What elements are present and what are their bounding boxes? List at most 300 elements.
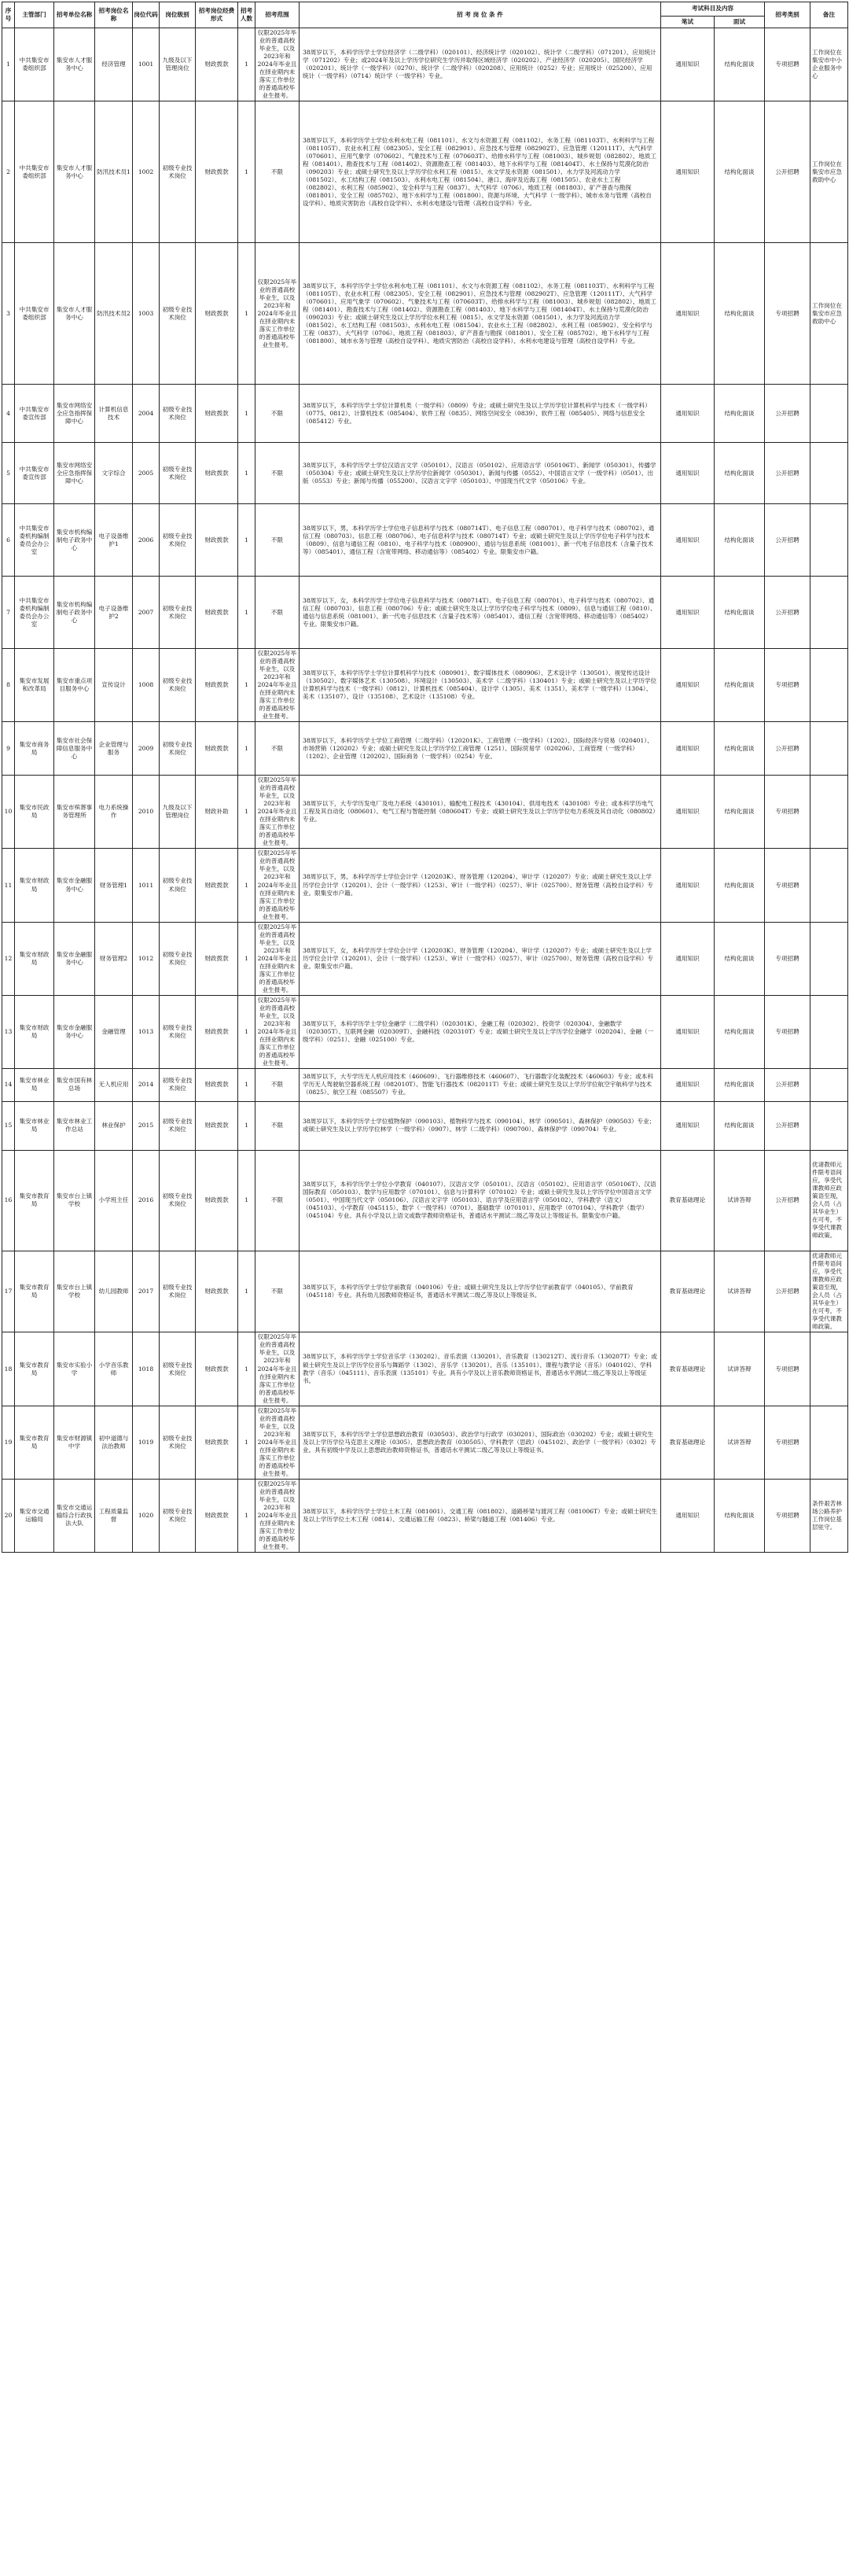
recruitment-table <box>2 2 848 1553</box>
row-conditions: 38周岁以下，本科学历学士学位计算机科学与技术（080901）、数字媒体技术（080906）、艺术设计学（130501）、视觉传达设计（130502）、数字媒体艺术（130508）、环境设计（130503）、美术学（二级学科）（130401）专业；或硕士研究生及以上学历学位计算机科学与技术（一级学科）（0812）、计算机技术（085404）、设计学（1305）、美术（1351）、美术学（一级学科）（1304）、美术（135107）、设计（135108）、艺术设计（135108）专业。 <box>300 649 661 722</box>
row-scope: 仅限2025年毕业的普通高校毕业生，以及2023年和2024年毕业且在择业期内未落实工作单位的普通高校毕业生报考。 <box>255 922 300 995</box>
row-level: 初级专业技术岗位 <box>160 722 196 776</box>
row-dept: 集安市教育局 <box>15 1251 54 1332</box>
row-count: 1 <box>238 1332 255 1406</box>
row-category: 专项招聘 <box>765 995 810 1068</box>
row-dept: 中共集安市委宣传部 <box>15 385 54 443</box>
row-remark <box>810 776 848 849</box>
row-category: 公开招聘 <box>765 722 810 776</box>
row-conditions: 38周岁以下，女，本科学历学士学位电子信息科学与技术（080714T）、电子信息工程（080701）、电子科学与技术（080702）、通信工程（080703）、信息工程（080706）专业；或硕士研究生及以上学历学位电子科学与技术（0809）、信息与通信工程（0810）、通信与信息系统（081001）、新一代电子信息技术（含量子技术等）（085401）、通信工程（含宽带网络、移动通信等）（085402）专业。限集安市户籍。 <box>300 577 661 649</box>
row-unit: 集安市网络安全应急指挥保障中心 <box>54 385 95 443</box>
row-funding: 财政拨款 <box>196 577 238 649</box>
row-conditions: 38周岁以下，本科学历学士学位金融学（二级学科）（020301K）、金融工程（020302）、投资学（020304）、金融数学（020305T）、互联网金融（020309T）、金融科技（020310T）专业；或硕士研究生及以上学历学位金融学（020204）、金融（一级学科）（0251）、金融（025100）专业。 <box>300 995 661 1068</box>
row-dept: 集安市教育局 <box>15 1150 54 1251</box>
header-interview: 面试 <box>715 17 765 28</box>
row-post-name: 宣传设计 <box>95 649 133 722</box>
row-count: 1 <box>238 1068 255 1101</box>
row-post-code: 1001 <box>133 28 160 101</box>
row-count: 1 <box>238 1480 255 1553</box>
row-written-exam: 通用知识 <box>661 922 715 995</box>
row-post-code: 2010 <box>133 776 160 849</box>
row-level: 初级专业技术岗位 <box>160 1251 196 1332</box>
row-written-exam: 通用知识 <box>661 1068 715 1101</box>
row-dept: 中共集安市委宣传部 <box>15 443 54 504</box>
row-index: 17 <box>2 1251 15 1332</box>
header-post-name: 招考岗位名称 <box>95 2 133 28</box>
table-row <box>2 722 848 776</box>
row-dept: 中共集安市委组织部 <box>15 28 54 101</box>
row-unit: 集安市机构编制电子政务中心 <box>54 577 95 649</box>
table-row <box>2 1101 848 1150</box>
row-remark <box>810 849 848 922</box>
row-level: 初级专业技术岗位 <box>160 443 196 504</box>
row-scope: 不限 <box>255 504 300 577</box>
row-interview: 结构化面谈 <box>715 28 765 101</box>
row-unit: 集安市金融服务中心 <box>54 922 95 995</box>
row-funding: 财政拨款 <box>196 28 238 101</box>
row-dept: 集安市交通运输局 <box>15 1480 54 1553</box>
row-index: 18 <box>2 1332 15 1406</box>
row-conditions: 38周岁以下，本科学历学士学位植物保护（090103）、植物科学与技术（090104）、林学（090501）、森林保护（090503）专业；或硕士研究生及以上学历学位林学（一级学科）（0907）、林学（二级学科）（090700）、森林保护学（090704）专业。 <box>300 1101 661 1150</box>
row-level: 九级及以下管理岗位 <box>160 28 196 101</box>
row-post-code: 1020 <box>133 1480 160 1553</box>
table-body <box>2 28 848 1553</box>
row-funding: 财政拨款 <box>196 101 238 243</box>
row-count: 1 <box>238 1251 255 1332</box>
table-row <box>2 1068 848 1101</box>
row-level: 初级专业技术岗位 <box>160 649 196 722</box>
row-conditions: 38周岁以下，本科学历学士学位水利水电工程（081101）、水文与水资源工程（081102）、水务工程（081103T）、水利科学与工程（081105T）、农业水利工程（082305）、安全工程（082901）、应急技术与管理（082902T）、应急管理（120111T）、大气科学（070601）、应用气象学（070602）、气象技术与工程（070603T）、给排水科学与工程（081003）、城乡规划（082802）、地质工程（081401）、勘查技术与工程（081402）、资源勘查工程（081403）、地下水科学与工程（081404T）、水土保持与荒漠化防治（090203）专业；或硕士研究生及以上学历学位水利工程（0815）、水文学及水资源（081501）、水力学及河流动力学（081502）、水工结构工程（081503）、水利水电工程（081504）、农业水土工程（082802）、水利工程（085902）、安全科学与工程（0837）、大气科学（0706）、地质工程（081803）、矿产普查与勘探（081801）、安全工程（085702）、地下水科学与工程（081800）、城市水务与管理（高校自设学科）、地质灾害防治（高校自设学科）、水利水电建设与管理（高校自设学科）专业。 <box>300 243 661 385</box>
row-post-code: 1019 <box>133 1406 160 1480</box>
row-level: 初级专业技术岗位 <box>160 385 196 443</box>
row-level: 初级专业技术岗位 <box>160 1480 196 1553</box>
row-level: 初级专业技术岗位 <box>160 995 196 1068</box>
row-funding: 财政拨款 <box>196 649 238 722</box>
table-row <box>2 922 848 995</box>
row-remark <box>810 922 848 995</box>
row-category: 专项招聘 <box>765 1406 810 1480</box>
row-post-name: 防汛技术员2 <box>95 243 133 385</box>
row-post-code: 1003 <box>133 243 160 385</box>
row-conditions: 38周岁以下，本科学历学士学位经济学（二级学科）（020101）、经济统计学（020102）、统计学（二级学科）（071201）、应用统计学（071202）专业；或2024年及以上学历学位研究生学历并取得区域经济学（020202）、产业经济学（020205）、国民经济学（020201）、统计学（一级学科）（0270）、统计学（二级学科）（020208）、应用统计（0252）专业；应用统计（025200）、应用统计（一级学科）（0714）统计学（一级学科）专业。 <box>300 28 661 101</box>
row-unit: 集安市人才服务中心 <box>54 101 95 243</box>
row-count: 1 <box>238 649 255 722</box>
header-conditions: 招 考 岗 位 条 件 <box>300 2 661 28</box>
header-unit: 招考单位名称 <box>54 2 95 28</box>
row-scope: 不限 <box>255 101 300 243</box>
row-funding: 财政拨款 <box>196 1101 238 1150</box>
row-count: 1 <box>238 995 255 1068</box>
row-interview: 结构化面谈 <box>715 995 765 1068</box>
row-count: 1 <box>238 577 255 649</box>
row-remark <box>810 649 848 722</box>
row-scope: 仅限2025年毕业的普通高校毕业生，以及2023年和2024年毕业且在择业期内未落实工作单位的普通高校毕业生报考。 <box>255 1406 300 1480</box>
row-interview: 结构化面谈 <box>715 243 765 385</box>
row-unit: 集安市金融服务中心 <box>54 995 95 1068</box>
row-funding: 财政拨款 <box>196 1068 238 1101</box>
row-post-name: 金融管理 <box>95 995 133 1068</box>
row-conditions: 38周岁以下，本科学历学士学位汉语言文学（050101）、汉语言（050102）、应用语言学（050106T）、新闻学（050301）、传播学（050304）专业；或硕士研究生及以上学历学位新闻学（050301）、新闻与传播（0552）、中国语言文学（一级学科）（0501）、出版（0553）专业；新闻与传播（055200）、汉语言文字学（050103）、中国现当代文学（050106）专业。 <box>300 443 661 504</box>
row-count: 1 <box>238 922 255 995</box>
row-interview: 结构化面谈 <box>715 849 765 922</box>
row-interview: 结构化面谈 <box>715 1480 765 1553</box>
row-level: 初级专业技术岗位 <box>160 1101 196 1150</box>
row-scope: 不限 <box>255 1150 300 1251</box>
row-post-name: 小学班主任 <box>95 1150 133 1251</box>
row-post-code: 2016 <box>133 1150 160 1251</box>
row-interview: 结构化面谈 <box>715 776 765 849</box>
row-index: 16 <box>2 1150 15 1251</box>
row-category: 公开招聘 <box>765 101 810 243</box>
row-dept: 集安市发展和改革局 <box>15 649 54 722</box>
row-scope: 不限 <box>255 1101 300 1150</box>
table-row <box>2 101 848 243</box>
row-category: 专项招聘 <box>765 1332 810 1406</box>
row-unit: 集安市财源镇中学 <box>54 1406 95 1480</box>
row-unit: 集安市国有林总场 <box>54 1068 95 1101</box>
row-written-exam: 教育基础理论 <box>661 1150 715 1251</box>
row-category: 公开招聘 <box>765 1251 810 1332</box>
row-post-code: 1011 <box>133 849 160 922</box>
row-conditions: 38周岁以下，本科学历学士学位学前教育（040106）专业；或硕士研究生及以上学历学位学前教育学（040105）、学前教育（045118）专业。具有幼儿园教师资格证书，普通话水平测试二级乙等及以上等级证书。 <box>300 1251 661 1332</box>
row-post-name: 小学音乐教师 <box>95 1332 133 1406</box>
row-remark: 工作岗位在集安市应急救助中心 <box>810 101 848 243</box>
row-post-name: 电子设备维护1 <box>95 504 133 577</box>
row-post-name: 林业保护 <box>95 1101 133 1150</box>
row-written-exam: 教育基础理论 <box>661 1251 715 1332</box>
row-conditions: 38周岁以下，男，本科学历学士学位会计学（120203K）、财务管理（120204）、审计学（120207）专业；或硕士研究生及以上学历学位会计学（120201）、会计（一级学科）（1253）、审计（一级学科）（0257）、审计（025700）、财务管理（高校自设学科）专业。限集安市户籍。 <box>300 849 661 922</box>
row-conditions: 38周岁以下，女，本科学历学士学位会计学（120203K）、财务管理（120204）、审计学（120207）专业；或硕士研究生及以上学历学位会计学（120201）、会计（一级学科）（1253）、审计（一级学科）（0257）、审计（025700）、财务管理（高校自设学科）专业。限集安市户籍。 <box>300 922 661 995</box>
row-dept: 集安市林业局 <box>15 1068 54 1101</box>
row-funding: 财政拨款 <box>196 722 238 776</box>
row-post-name: 企业管理与服务 <box>95 722 133 776</box>
row-conditions: 38周岁以下，本科学历学士学位计算机类（一级学科）（0809）专业；或硕士研究生及以上学历学位计算机科学与技术（一级学科）（0775、0812）、计算机技术（085404）、软件工程（0835）、网络空间安全（0839）、软件工程（085405）、网络与信息安全（085412）专业。 <box>300 385 661 443</box>
table-row <box>2 1251 848 1332</box>
row-level: 初级专业技术岗位 <box>160 1406 196 1480</box>
row-post-code: 2006 <box>133 504 160 577</box>
row-interview: 结构化面谈 <box>715 922 765 995</box>
row-post-code: 2009 <box>133 722 160 776</box>
row-post-name: 电力系统操作 <box>95 776 133 849</box>
row-post-code: 2005 <box>133 443 160 504</box>
row-interview: 结构化面谈 <box>715 101 765 243</box>
header-count: 招考人数 <box>238 2 255 28</box>
row-post-code: 2015 <box>133 1101 160 1150</box>
row-dept: 集安市教育局 <box>15 1332 54 1406</box>
row-count: 1 <box>238 443 255 504</box>
row-count: 1 <box>238 504 255 577</box>
row-post-name: 无人机应用 <box>95 1068 133 1101</box>
row-index: 6 <box>2 504 15 577</box>
row-funding: 财政拨款 <box>196 849 238 922</box>
row-count: 1 <box>238 722 255 776</box>
row-dept: 中共集安市委组织部 <box>15 101 54 243</box>
row-unit: 集安市金融服务中心 <box>54 849 95 922</box>
table-row <box>2 995 848 1068</box>
row-index: 19 <box>2 1406 15 1480</box>
row-unit: 集安市网络安全应急指挥保障中心 <box>54 443 95 504</box>
row-count: 1 <box>238 385 255 443</box>
row-written-exam: 通用知识 <box>661 1101 715 1150</box>
row-category: 专项招聘 <box>765 849 810 922</box>
row-funding: 财政拨款 <box>196 243 238 385</box>
row-interview: 试讲答辩 <box>715 1332 765 1406</box>
header-scope: 招考范围 <box>255 2 300 28</box>
row-written-exam: 通用知识 <box>661 995 715 1068</box>
row-scope: 仅限2025年毕业的普通高校毕业生，以及2023年和2024年毕业且在择业期内未落实工作单位的普通高校毕业生报考。 <box>255 1332 300 1406</box>
row-index: 4 <box>2 385 15 443</box>
row-post-name: 财务管理2 <box>95 922 133 995</box>
row-index: 20 <box>2 1480 15 1553</box>
table-row <box>2 28 848 101</box>
row-written-exam: 通用知识 <box>661 577 715 649</box>
row-post-code: 1002 <box>133 101 160 243</box>
table-row <box>2 243 848 385</box>
recruitment-table-sheet <box>2 2 847 1553</box>
row-post-name: 幼儿园教师 <box>95 1251 133 1332</box>
row-category: 公开招聘 <box>765 504 810 577</box>
row-unit: 集安市台上镇学校 <box>54 1150 95 1251</box>
row-category: 专项招聘 <box>765 1480 810 1553</box>
row-index: 9 <box>2 722 15 776</box>
table-row <box>2 849 848 922</box>
row-conditions: 38周岁以下，本科学历学士学位工商管理（二级学科）（120201K）、工商管理（一级学科）（1202）、国际经济与贸易（020401）、市场营销（120202）专业；或硕士研究生及以上学历学位工商管理（1251）、国际贸易学（020206）、工商管理（一级学科）（1202）、企业管理（120202）、国际商务（一级学科）（0254）专业。 <box>300 722 661 776</box>
row-written-exam: 通用知识 <box>661 504 715 577</box>
row-level: 初级专业技术岗位 <box>160 1332 196 1406</box>
row-level: 初级专业技术岗位 <box>160 101 196 243</box>
row-category: 公开招聘 <box>765 385 810 443</box>
row-written-exam: 通用知识 <box>661 443 715 504</box>
row-dept: 集安市财政局 <box>15 995 54 1068</box>
row-remark <box>810 577 848 649</box>
row-funding: 财政拨款 <box>196 385 238 443</box>
row-scope: 不限 <box>255 722 300 776</box>
row-level: 初级专业技术岗位 <box>160 504 196 577</box>
row-conditions: 38周岁以下，本科学历学士学位土木工程（081001）、交通工程（081802）、道路桥梁与渡河工程（081006T）专业；或硕士研究生及以上学历学位土木工程（0814）、交通运输工程（0823）、桥梁与隧道工程（081406）专业。 <box>300 1480 661 1553</box>
row-post-code: 2014 <box>133 1068 160 1101</box>
header-exam-group: 考试科目及内容 <box>661 2 765 17</box>
row-written-exam: 通用知识 <box>661 649 715 722</box>
row-funding: 财政拨款 <box>196 1332 238 1406</box>
row-written-exam: 通用知识 <box>661 28 715 101</box>
row-post-code: 2017 <box>133 1251 160 1332</box>
header-remark: 备注 <box>810 2 848 28</box>
row-unit: 集安市台上镇学校 <box>54 1251 95 1332</box>
table-row <box>2 577 848 649</box>
row-post-name: 经济管理 <box>95 28 133 101</box>
table-row <box>2 776 848 849</box>
row-count: 1 <box>238 1101 255 1150</box>
row-count: 1 <box>238 1150 255 1251</box>
row-count: 1 <box>238 776 255 849</box>
row-scope: 仅限2025年毕业的普通高校毕业生，以及2023年和2024年毕业且在择业期内未落实工作单位的普通高校毕业生报考。 <box>255 1480 300 1553</box>
row-unit: 集安市社会保障信息服务中心 <box>54 722 95 776</box>
row-dept: 中共集安市委机构编制委员会办公室 <box>15 577 54 649</box>
table-row <box>2 443 848 504</box>
row-index: 3 <box>2 243 15 385</box>
row-dept: 集安市林业局 <box>15 1101 54 1150</box>
table-row <box>2 1150 848 1251</box>
row-count: 1 <box>238 28 255 101</box>
row-category: 专项招聘 <box>765 649 810 722</box>
row-funding: 财政拨款 <box>196 922 238 995</box>
row-interview: 结构化面谈 <box>715 1101 765 1150</box>
header-category: 招考类别 <box>765 2 810 28</box>
row-index: 13 <box>2 995 15 1068</box>
row-remark <box>810 722 848 776</box>
table-header <box>2 2 848 28</box>
row-dept: 中共集安市委组织部 <box>15 243 54 385</box>
header-funding: 招考岗位经费形式 <box>196 2 238 28</box>
row-post-name: 文字综合 <box>95 443 133 504</box>
row-category: 公开招聘 <box>765 1101 810 1150</box>
row-remark <box>810 995 848 1068</box>
row-scope: 不限 <box>255 1251 300 1332</box>
row-interview: 结构化面谈 <box>715 385 765 443</box>
row-interview: 结构化面谈 <box>715 577 765 649</box>
row-interview: 结构化面谈 <box>715 722 765 776</box>
row-interview: 结构化面谈 <box>715 504 765 577</box>
row-scope: 仅限2025年毕业的普通高校毕业生，以及2023年和2024年毕业且在择业期内未落实工作单位的普通高校毕业生报考。 <box>255 849 300 922</box>
row-interview: 结构化面谈 <box>715 443 765 504</box>
header-dept: 主管部门 <box>15 2 54 28</box>
row-post-name: 电子设备维护2 <box>95 577 133 649</box>
row-dept: 集安市财政局 <box>15 922 54 995</box>
row-conditions: 38周岁以下，本科学历学士学位小学教育（040107）、汉语言文学（050101）、汉语言（050102）、应用语言学（050106T）、汉语国际教育（050103）、数学与应用数学（070101）、信息与计算科学（070102）专业；或硕士研究生及以上学历学位中国语言文学（0501）、中国现当代文学（050106）、汉语言文字学（050103）、语言学及应用语言学（050102）、学科教学（语文）（045103）、小学教育（045115）、数学（一级学科）（0701）、基础数学（070101）、应用数学（070104）、学科教学（数学）（045104）专业。具有小学及以上语文或数学教师资格证书，普通话水平测试二级乙等及以上等级证书。限集安市户籍。 <box>300 1150 661 1251</box>
row-level: 初级专业技术岗位 <box>160 577 196 649</box>
row-remark <box>810 385 848 443</box>
header-index: 序号 <box>2 2 15 28</box>
row-conditions: 38周岁以下，大专学历无人机应用技术（460609）、飞行器维修技术（460607）、飞行器数字化装配技术（460603）专业；或本科学历无人驾驶航空器系统工程（082010T）、智能飞行器技术（082011T）专业；或硕士研究生及以上学历学位航空宇航科学与技术（0825）、航空工程（085507）专业。 <box>300 1068 661 1101</box>
row-interview: 试讲答辩 <box>715 1406 765 1480</box>
row-index: 8 <box>2 649 15 722</box>
row-funding: 财政拨款 <box>196 504 238 577</box>
row-dept: 中共集安市委机构编制委员会办公室 <box>15 504 54 577</box>
row-interview: 试讲答辩 <box>715 1251 765 1332</box>
row-funding: 财政补助 <box>196 776 238 849</box>
row-category: 公开招聘 <box>765 1150 810 1251</box>
row-conditions: 38周岁以下，本科学历学士学位水利水电工程（081101）、水文与水资源工程（081102）、水务工程（081103T）、水利科学与工程（081105T）、农业水利工程（082305）、安全工程（082901）、应急技术与管理（082902T）、应急管理（120111T）、大气科学（070601）、应用气象学（070602）、气象技术与工程（070603T）、给排水科学与工程（081003）、城乡规划（082802）、地质工程（081401）、勘查技术与工程（081402）、资源勘查工程（081403）、地下水科学与工程（081404T）、水土保持与荒漠化防治（090203）专业；或硕士研究生及以上学历学位水利工程（0815）、水文学及水资源（081501）、水力学及河流动力学（081502）、水工结构工程（081503）、水利水电工程（081504）、港口、海岸及近海工程（081505）、农业水土工程（082802）、水利工程（085902）、安全科学与工程（0837）、大气科学（0706）、地质工程（081803）、矿产普查与勘探（081801）、安全工程（085702）、地下水科学与工程（081800）、资源与环境、大气科学（一级学科）、城市水务与管理（高校自设学科）、地质灾害防治（高校自设学科）、水利水电建设与管理（高校自设学科）专业。 <box>300 101 661 243</box>
row-post-code: 1012 <box>133 922 160 995</box>
row-scope: 仅限2025年毕业的普通高校毕业生，以及2023年和2024年毕业且在择业期内未落实工作单位的普通高校毕业生报考。 <box>255 28 300 101</box>
table-row <box>2 1480 848 1553</box>
row-conditions: 38周岁以下，大专学历发电厂及电力系统（430101）、输配电工程技术（430104）、供用电技术（430108）专业；或本科学历电气工程及其自动化（080601）、电气工程与智能控制（080604T）专业；或硕士研究生及以上学历学位电力系统及其自动化（080802）专业。 <box>300 776 661 849</box>
row-written-exam: 教育基础理论 <box>661 1332 715 1406</box>
row-index: 1 <box>2 28 15 101</box>
row-scope: 不限 <box>255 385 300 443</box>
row-index: 7 <box>2 577 15 649</box>
row-written-exam: 教育基础理论 <box>661 1406 715 1480</box>
table-row <box>2 1332 848 1406</box>
row-index: 12 <box>2 922 15 995</box>
row-scope: 不限 <box>255 443 300 504</box>
row-remark <box>810 1101 848 1150</box>
row-written-exam: 通用知识 <box>661 849 715 922</box>
row-remark: 条件艰苦林场公路养护工作岗位基层驻守。 <box>810 1480 848 1553</box>
row-post-name: 初中道德与法治教师 <box>95 1406 133 1480</box>
row-level: 初级专业技术岗位 <box>160 1068 196 1101</box>
row-level: 初级专业技术岗位 <box>160 1150 196 1251</box>
row-unit: 集安市人才服务中心 <box>54 28 95 101</box>
row-funding: 财政拨款 <box>196 1406 238 1480</box>
row-index: 2 <box>2 101 15 243</box>
row-unit: 集安市林业工作总站 <box>54 1101 95 1150</box>
row-unit: 集安市实验小学 <box>54 1332 95 1406</box>
row-category: 专项招聘 <box>765 28 810 101</box>
row-remark: 工作岗位在集安市应急救助中心 <box>810 243 848 385</box>
row-level: 初级专业技术岗位 <box>160 849 196 922</box>
row-category: 专项招聘 <box>765 243 810 385</box>
row-index: 10 <box>2 776 15 849</box>
row-index: 5 <box>2 443 15 504</box>
row-dept: 集安市财政局 <box>15 849 54 922</box>
row-dept: 集安市教育局 <box>15 1406 54 1480</box>
row-post-name: 防汛技术员1 <box>95 101 133 243</box>
row-post-code: 1008 <box>133 649 160 722</box>
row-post-code: 2007 <box>133 577 160 649</box>
row-funding: 财政拨款 <box>196 995 238 1068</box>
row-dept: 集安市民政局 <box>15 776 54 849</box>
row-scope: 不限 <box>255 577 300 649</box>
row-funding: 财政拨款 <box>196 443 238 504</box>
row-interview: 结构化面谈 <box>715 1068 765 1101</box>
row-remark <box>810 504 848 577</box>
row-funding: 财政拨款 <box>196 1150 238 1251</box>
row-dept: 集安市商务局 <box>15 722 54 776</box>
row-category: 公开招聘 <box>765 1068 810 1101</box>
row-post-name: 工程质量监督 <box>95 1480 133 1553</box>
row-category: 专项招聘 <box>765 776 810 849</box>
header-written: 笔试 <box>661 17 715 28</box>
row-remark <box>810 1068 848 1101</box>
row-scope: 仅限2025年毕业的普通高校毕业生，以及2023年和2024年毕业且在择业期内未落实工作单位的普通高校毕业生报考。 <box>255 995 300 1068</box>
row-scope: 仅限2025年毕业的普通高校毕业生，以及2023年和2024年毕业且在择业期内未落实工作单位的普通高校毕业生报考。 <box>255 649 300 722</box>
row-post-name: 计算机信息技术 <box>95 385 133 443</box>
table-row <box>2 1406 848 1480</box>
row-remark <box>810 1406 848 1480</box>
row-count: 1 <box>238 101 255 243</box>
row-scope: 仅限2025年毕业的普通高校毕业生，以及2023年和2024年毕业且在择业期内未落实工作单位的普通高校毕业生报考。 <box>255 243 300 385</box>
row-unit: 集安市殡葬事务管理所 <box>54 776 95 849</box>
row-remark <box>810 1332 848 1406</box>
row-remark: 优诸教师元件限考语间应，享受代课教师应政策语至现，会人员（占其华业生）在可考，不享受代课教师政策。 <box>810 1150 848 1251</box>
row-count: 1 <box>238 243 255 385</box>
row-written-exam: 通用知识 <box>661 385 715 443</box>
row-written-exam: 通用知识 <box>661 101 715 243</box>
row-post-name: 财务管理1 <box>95 849 133 922</box>
row-unit: 集安市机构编制电子政务中心 <box>54 504 95 577</box>
row-interview: 结构化面谈 <box>715 649 765 722</box>
row-remark: 优诸教师元件限考语间应，享受代课教师应政策语至现，会人员（占其华业生）在可考，不享受代课教师政策。 <box>810 1251 848 1332</box>
row-level: 初级专业技术岗位 <box>160 922 196 995</box>
row-unit: 集安市人才服务中心 <box>54 243 95 385</box>
table-row <box>2 649 848 722</box>
row-written-exam: 通用知识 <box>661 776 715 849</box>
row-category: 专项招聘 <box>765 922 810 995</box>
row-index: 15 <box>2 1101 15 1150</box>
row-post-code: 1018 <box>133 1332 160 1406</box>
row-category: 公开招聘 <box>765 443 810 504</box>
row-scope: 不限 <box>255 1068 300 1101</box>
row-scope: 仅限2025年毕业的普通高校毕业生，以及2023年和2024年毕业且在择业期内未落实工作单位的普通高校毕业生报考。 <box>255 776 300 849</box>
row-unit: 集安市交通运输综合行政执法大队 <box>54 1480 95 1553</box>
row-written-exam: 通用知识 <box>661 722 715 776</box>
row-unit: 集安市重点项目服务中心 <box>54 649 95 722</box>
header-post-code: 岗位代码 <box>133 2 160 28</box>
row-written-exam: 通用知识 <box>661 1480 715 1553</box>
row-remark: 工作岗位在集安市中小企业服务中心 <box>810 28 848 101</box>
row-written-exam: 通用知识 <box>661 243 715 385</box>
